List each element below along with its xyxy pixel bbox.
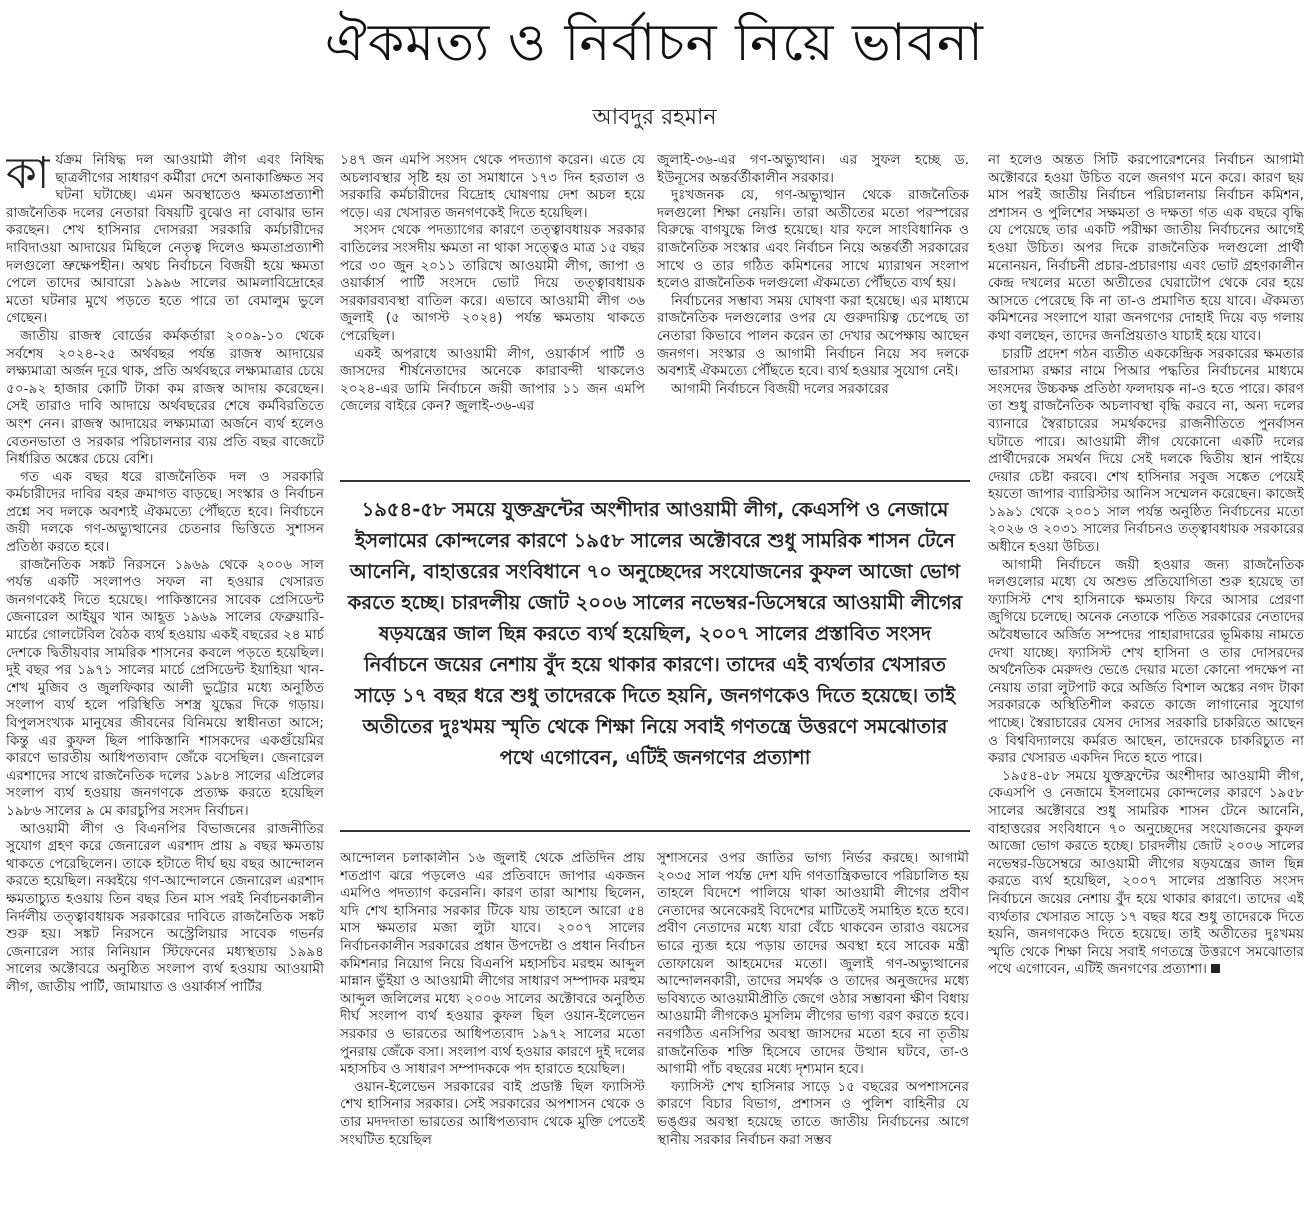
paragraph: রাজনৈতিক সঙ্কট নিরসনে ১৯৬৯ থেকে ২০০৬ সাল পর্যন্ত একটি সংলাপও সফল না হওয়ার খেসারত জনগণকেই দিতে হয়েছে। পাকিস্তানের সাবেক প্রেসিডেন্ট জেনারেল আইয়ুব খান আহূত ১৯৬৯ সালের ফেব্রুয়ারি-মার্চের গোলটেবিল বৈঠক ব্যর্থ হওয়ায় একই বছরের ২৪ মার্চ দেশকে দ্বিতীয়বার সামরিক শাসনের কবলে পড়তে হয়েছিল। দুই বছর পর ১৯৭১ সালের মার্চে প্রেসিডেন্ট ইয়াহিয়া খান-শেখ মুজিব ও জুলফিকার আলী ভুট্টোর মধ্যে অনুষ্ঠিত সংলাপ ব্যর্থ হলে পরিস্থিতি সশস্ত্র যুদ্ধের দিকে গড়ায়। বিপুলসংখ্যক মানুষের জীবনের বিনিময়ে স্বাধীনতা আসে; কিন্তু এর কুফল ছিল পাকিস্তানি শাসকদের একগুঁয়েমির কারণে ভারতীয় আধিপত্যবাদ জেঁকে বসেছিল। জেনারেল এরশাদের সাথে রাজনৈতিক দলের ১৯৮৪ সালের এপ্রিলের সংলাপ ব্যর্থ হওয়ায় জনগণকে প্রত্যক্ষ করতে হয়েছিল ১৯৮৬ সালের ৯ মে কারচুপির সংসদ নির্বাচন। (6, 556, 324, 819)
paragraph: না হলেও অন্তত সিটি করপোরেশনের নির্বাচন আগামী অক্টোবরে হওয়া উচিত বলে জনগণ মনে করে। কারণ ছয় মাস পরই জাতীয় নির্বাচন পরিচালনায় নির্বাচন কমিশন, প্রশাসন ও পুলিশের সক্ষমতা ও দক্ষতা গত এক বছরে বৃদ্ধি যে পেয়েছে তার একটি পরীক্ষা জাতীয় নির্বাচনের আগেই হওয়া উচিত। অপর দিকে রাজনৈতিক দলগুলো প্রার্থী মনোনয়ন, নির্বাচনী প্রচার-প্রচারণায় এবং ভোট গ্রহণকালীন কেন্দ্র দখলের মতো অতীতের ঘেরাটোপ থেকে বের হয়ে আসতে পেরেছে কি না তা-ও প্রমাণিত হয়ে যাবে। ঐকমত্য কমিশনের সংলাপে যারা জনগণের দোহাই দিয়ে বড় গলায় কথা বলছেন, তাদের জনপ্রিয়তাও যাচাই হয়ে যাবে। (988, 152, 1304, 344)
paragraph: সুশাসনের ওপর জাতির ভাগ্য নির্ভর করছে। আগামী ২০৩৫ সাল পর্যন্ত দেশ যদি গণতান্ত্রিকভাবে পরিচালিত হয় তাহলে বিদেশে পালিয়ে থাকা আওয়ামী লীগের প্রবীণ নেতাদের অনেকেরই বিদেশের মাটিতেই সমাহিত হতে হবে। প্রবীণ নেতাদের মধ্যে যারা বেঁচে থাকবেন তারাও বয়সের ভারে ন্যুব্জ হয়ে পড়ায় তাদের অবস্থা হবে সাবেক মন্ত্রী তোফায়েল আহমেদের মতো। জুলাই গণ-অভ্যুত্থানের আন্দোলনকারী, তাদের সমর্থক ও তাদের অনুজদের মধ্যে ভবিষ্যতে আওয়ামীপ্রীতি জেগে ওঠার সম্ভাবনা ক্ষীণ বিধায় আওয়ামী লীগকেও মুসলিম লীগের ভাগ্য বরণ করতে হবে। নবগঠিত এনসিপির অবস্থা জাসদের মতো হবে না তৃতীয় রাজনৈতিক শক্তি হিসেবে তাদের উত্থান ঘটবে, তা-ও আগামী পাঁচ বছরের মধ্যে দৃশ্যমান হবে। (657, 850, 969, 1078)
paragraph: নির্বাচনের সম্ভাব্য সময় ঘোষণা করা হয়েছে। এর মাধ্যমে রাজনৈতিক দলগুলোর ওপর যে গুরুদায়িত্ব চেপেছে তা নেতারা কিভাবে পালন করেন তা দেখার অপেক্ষায় আছেন জনগণ। সংস্কার ও আগামী নির্বাচন নিয়ে সব দলকে অবশ্যই ঐকমত্যে পৌঁছতে হবে। ব্যর্থ হওয়ার সুযোগ নেই। (657, 292, 969, 380)
paragraph: আওয়ামী লীগ ও বিএনপির বিভাজনের রাজনীতির সুযোগ গ্রহণ করে জেনারেল এরশাদ প্রায় ৯ বছর ক্ষমতায় থাকতে পেরেছিলেন। তাকে হটাতে দীর্ঘ ছয় বছর আন্দোলন করতে হয়েছিল। নব্বইয়ে গণ-আন্দোলনে জেনারেল এরশাদ ক্ষমতাচ্যুত হওয়ায় তিন বছর তিন মাস পরই নির্বাচনকালীন নির্দলীয় তত্ত্বাবধায়ক সরকারের দাবিতে রাজনৈতিক সঙ্কট শুরু হয়। সঙ্কট নিরসনে অস্ট্রেলিয়ার সাবেক গভর্নর জেনারেল স্যার নিনিয়ান স্টিফেনের মধ্যস্থতায় ১৯৯৪ সালের অক্টোবরে অনুষ্ঠিত সংলাপ ব্যর্থ হওয়ায় আওয়ামী লীগ, জাতীয় পার্টি, জামায়াত ও ওয়ার্কার্স পার্টির (6, 820, 324, 995)
paragraph: ওয়ান-ইলেভেন সরকারের বাই প্রডাক্ট ছিল ফ্যাসিস্ট শেখ হাসিনার সরকার। সেই সরকারের অপশাসন থেকে ও তার মদদদাতা ভারতের আধিপত্যবাদ থেকে মুক্তি পেতেই সংঘটিত হয়েছিল (340, 1078, 645, 1148)
paragraph (6, 152, 324, 328)
drop-cap: কা (6, 152, 50, 199)
paragraph-text: র্যক্রম নিষিদ্ধ দল আওয়ামী লীগ এবং নিষিদ্ধ ছাত্রলীগের সাধারণ কর্মীরা দেশে অনাকাঙ্ক্ষিত সব ঘটনা ঘটাচ্ছে। এমন অবস্থাতেও ক্ষমতাপ্রত্যাশী রাজনৈতিক দলের নেতারা বিষয়টি বুঝেও না বোঝার ভান করছেন। শেখ হাসিনার দোসররা সরকারি কর্মচারীদের দাবিদাওয়া আদায়ের মিছিলে নেতৃত্ব দিলেও ক্ষমতাপ্রত্যাশী দলগুলো ভ্রুক্ষেপহীন। অথচ নির্বাচনে বিজয়ী হয়ে ক্ষমতা পেলে তাদের আবারো ১৯৯৬ সালের আমলাবিদ্রোহের মতো ঘটনার মুখে পড়তে হতে পারে তা বেমালুম ভুলে গেছেন। (6, 152, 324, 327)
paragraph: আগামী নির্বাচনে জয়ী হওয়ার জন্য রাজনৈতিক দলগুলোর মধ্যে যে অশুভ প্রতিযোগিতা শুরু হয়েছে তা ফ্যাসিস্ট শেখ হাসিনাকে ক্ষমতায় ফিরে আসার প্রেরণা জুগিয়ে চলেছে। অনেক নেতাকে পতিত সরকারের নেতাদের অবৈধভাবে অর্জিত সম্পদের পাহারাদারের ভূমিকায় নামতে দেখা যাচ্ছে। ফ্যাসিস্ট শেখ হাসিনা ও তার দোসরদের অর্থনৈতিক মেরুদণ্ড ভেঙে দেয়ার মতো কোনো পদক্ষেপ না নেয়ায় তারা লুটপাট করে অর্জিত বিশাল অঙ্কের নগদ টাকা সরকারকে অস্থিতিশীল করতে কাজে লাগানোর সুযোগ পাচ্ছে। স্বৈরাচারের যেসব দোসর সরকারি চাকরিতে আছেন ও বিশ্ববিদ্যালয়ে কর্মরত আছেন, তাদেরকে চাকরিচ্যুত না করার খেসারত একদিন দিতে হতে পারে। (988, 556, 1304, 767)
pull-quote: ১৯৫৪-৫৮ সময়ে যুক্তফ্রন্টের অংশীদার আওয়ামী লীগ, কেএসপি ও নেজামে ইসলামের কোন্দলের কারণে ১৯৫৮ সালের অক্টোবরে শুধু সামরিক শাসন টেনে আনেনি, বাহাত্তরের সংবিধানে ৭০ অনুচ্ছেদের সংযোজনের কুফল আজো ভোগ করতে হচ্ছে। চারদলীয় জোট ২০০৬ সালের নভেম্বর-ডিসেম্বরে আওয়ামী লীগের ষড়যন্ত্রের জাল ছিন্ন করতে ব্যর্থ হয়েছিল, ২০০৭ সালের প্রস্তাবিত সংসদ নির্বাচনে জয়ের নেশায় বুঁদ হয়ে থাকার কারণে। তাদের এই ব্যর্থতার খেসারত সাড়ে ১৭ বছর ধরে শুধু তাদেরকে দিতে হয়নি, জনগণকেও দিতে হয়েছে। তাই অতীতের দুঃখময় স্মৃতি থেকে শিক্ষা নিয়ে সবাই গণতন্ত্রে উত্তরণে সমঝোতার পথে এগোবেন, এটিই জনগণের প্রত্যাশা (347, 498, 963, 769)
column-2-bottom (340, 850, 645, 1224)
column-3-bottom (657, 850, 969, 1224)
pull-quote-top-rule (340, 480, 970, 482)
paragraph: জুলাই-৩৬-এর গণ-অভ্যুত্থান। এর সুফল হচ্ছে ড. ইউনূসের অন্তর্বর্তীকালীন সরকার। (657, 152, 969, 186)
paragraph: ১৪৭ জন এমপি সংসদ থেকে পদত্যাগ করেন। এতে যে অচলাবস্থার সৃষ্টি হয় তা সমাধানে ১৭৩ দিন হরতাল ও সরকারি কর্মচারীদের বিদ্রোহ ঘোষণায় দেশ অচল হয়ে পড়ে। এর খেসারত জনগণকেই দিতে হয়েছিল। (340, 152, 645, 221)
paragraph: জাতীয় রাজস্ব বোর্ডের কর্মকর্তারা ২০০৯-১০ থেকে সর্বশেষ ২০২৪-২৫ অর্থবছর পর্যন্ত রাজস্ব আদায়ের লক্ষ্যমাত্রা অর্জন দূরে থাক, প্রতি অর্থবছরে লক্ষ্যমাত্রার চেয়ে ৫০-৯২ হাজার কোটি টাকা কম রাজস্ব আদায় করেছেন। সেই তারাও দাবি আদায়ে অর্থবছরের শেষে কর্মবিরতিতে অংশ নেন। রাজস্ব আদায়ের লক্ষ্যমাত্রা অর্জনে ব্যর্থ হলেও বেতনভাতা ও সরকার পরিচালনার ব্যয় প্রতি বছর বাজেটে নির্ধারিত অঙ্কের চেয়ে বেশি। (6, 327, 324, 468)
paragraph: একই অপরাধে আওয়ামী লীগ, ওয়ার্কার্স পার্টি ও জাসদের শীর্ষনেতাদের অনেকে কারাবন্দী থাকলেও ২০২৪-এর ডামি নির্বাচনে জয়ী জাপার ১১ জন এমপি জেলের বাইরে কেন? জুলাই-৩৬-এর (340, 345, 645, 415)
paragraph: চারটি প্রদেশ গঠন ব্যতীত এককেন্দ্রিক সরকারের ক্ষমতার ভারসাম্য রক্ষার নামে পিআর পদ্ধতির নির্বাচনের মাধ্যমে সংসদের উচ্চকক্ষ প্রতিষ্ঠা ফলদায়ক না-ও হতে পারে। কারণ তা শুধু রাজনৈতিক অচলাবস্থা বৃদ্ধি করবে না, অন্য দলের ব্যানারে স্বৈরাচারের সমর্থকদের রাজনীতিতে পুনর্বাসন ঘটাতে পারে। আওয়ামী লীগ যেকোনো একটি দলের প্রার্থীদেরকে সমর্থন দিয়ে সেই দলকে দ্বিতীয় স্থান পাইয়ে দেয়ার চেষ্টা করবে। শেখ হাসিনার সবুজ সঙ্কেত পেয়েই হয়তো জাপার ব্যারিস্টার আনিস সম্মেলন করেছেন। কাজেই ১৯৯১ থেকে ২০০১ সাল পর্যন্ত অনুষ্ঠিত নির্বাচনের মতো ২০২৬ ও ২০৩১ সালের নির্বাচনও তত্ত্বাবধায়ক সরকারের অধীনে হওয়া উচিত। (988, 345, 1304, 556)
end-mark-icon (1211, 964, 1220, 973)
paragraph: সংসদ থেকে পদত্যাগের কারণে তত্ত্বাবধায়ক সরকার বাতিলের সংসদীয় ক্ষমতা না থাকা সত্ত্বেও মাত্র ১৫ বছর পরে ৩০ জুন ২০১১ তারিখে আওয়ামী লীগ, জাপা ও ওয়ার্কার্স পার্টি সংসদে ভোট দিয়ে তত্ত্বাবধায়ক সরকারব্যবস্থা বাতিল করে। এভাবে আওয়ামী লীগ ৩৬ জুলাই (৫ আগস্ট ২০২৪) পর্যন্ত ক্ষমতায় থাকতে পেরেছিল। (340, 222, 645, 344)
paragraph: গত এক বছর ধরে রাজনৈতিক দল ও সরকারি কর্মচারীদের দাবির বহর ক্রমাগত বাড়ছে। সংস্কার ও নির্বাচন প্রশ্নে সব দলকে অবশ্যই ঐকমত্যে পৌঁছতে হবে। নির্বাচনে জয়ী দলকে গণ-অভ্যুত্থানের চেতনার ভিত্তিতে সুশাসন প্রতিষ্ঠা করতে হবে। (6, 468, 324, 556)
column-3-top (657, 152, 969, 460)
byline: আবদুর রহমান (592, 105, 717, 130)
column-2-top (340, 152, 645, 460)
paragraph: আন্দোলন চলাকালীন ১৬ জুলাই থেকে প্রতিদিন প্রায় শতপ্রাণ ঝরে পড়লেও এর প্রতিবাদে জাপার একজন এমপিও পদত্যাগ করেননি। কারণ তারা আশায় ছিলেন, যদি শেখ হাসিনার সরকার টিকে যায় তাহলে আরো ৫৪ মাস ক্ষমতার মজা লুটা যাবে। ২০০৭ সালের নির্বাচনকালীন সরকারের প্রধান উপদেষ্টা ও প্রধান নির্বাচন কমিশনার নিয়োগ নিয়ে বিএনপি মহাসচিব মরহুম আব্দুল মান্নান ভুঁইয়া ও আওয়ামী লীগের সাধারণ সম্পাদক মরহুম আব্দুল জলিলের মধ্যে ২০০৬ সালের অক্টোবরে অনুষ্ঠিত দীর্ঘ সংলাপ ব্যর্থ হওয়ার কুফল ছিল ওয়ান-ইলেভেন সরকার ও ভারতের আধিপত্যবাদ ১৯৭২ সালের মতো পুনরায় জেঁকে বসা। সংলাপ ব্যর্থ হওয়ার কারণে দুই দলের মহাসচিব ও সাধারণ সম্পাদককে পদ হারাতে হয়েছিল। (340, 850, 645, 1078)
paragraph-text: ১৯৫৪-৫৮ সময়ে যুক্তফ্রন্টের অংশীদার আওয়ামী লীগ, কেএসপি ও নেজামে ইসলামের কোন্দলের কারণে ১৯৫৮ সালের অক্টোবরে শুধু সামরিক শাসন টেনে আনেনি, বাহাত্তরের সংবিধানে ৭০ অনুচ্ছেদের সংযোজনের কুফল আজো ভোগ করতে হচ্ছে। চারদলীয় জোট ২০০৬ সালের নভেম্বর-ডিসেম্বরে আওয়ামী লীগের ষড়যন্ত্রের জাল ছিন্ন করতে ব্যর্থ হয়েছিল, ২০০৭ সালের প্রস্তাবিত সংসদ নির্বাচনে জয়ের নেশায় বুঁদ হয়ে থাকার কারণে। তাদের এই ব্যর্থতার খেসারত সাড়ে ১৭ বছর ধরে শুধু তাদেরকে দিতে হয়নি, জনগণকেও দিতে হয়েছে। তাই অতীতের দুঃখময় স্মৃতি থেকে শিক্ষা নিয়ে সবাই গণতন্ত্রে উত্তরণে সমঝোতার পথে এগোবেন, এটিই জনগণের প্রত্যাশা। (988, 767, 1304, 978)
paragraph: ফ্যাসিস্ট শেখ হাসিনার সাড়ে ১৫ বছরের অপশাসনের কারণে বিচার বিভাগ, প্রশাসন ও পুলিশ বাহিনীর যে ভঙ্গুর অবস্থা হয়েছে তাতে জাতীয় নির্বাচনের আগে স্থানীয় সরকার নির্বাচন করা সম্ভব (657, 1078, 969, 1148)
paragraph: আগামী নির্বাচনে বিজয়ী দলের সরকারের (671, 380, 889, 397)
column-4 (988, 152, 1304, 1224)
column-1 (6, 152, 324, 1224)
headline: ঐকমত্য ও নির্বাচন নিয়ে ভাবনা (325, 13, 984, 73)
paragraph: দুঃখজনক যে, গণ-অভ্যুত্থান থেকে রাজনৈতিক দলগুলো শিক্ষা নেয়নি। তারা অতীতের মতো পরস্পরের বিরুদ্ধে বাগযুদ্ধে লিপ্ত হয়েছে। যার ফলে সাংবিধানিক ও রাজনৈতিক সংস্কার এবং নির্বাচন নিয়ে অন্তর্বর্তী সরকারের সাথে ও তার গঠিত কমিশনের সাথে ম্যারাথন সংলাপ হলেও রাজনৈতিক দলগুলো ঐকমত্যে পৌঁছতে ব্যর্থ হয়। (657, 187, 969, 292)
pull-quote-bottom-rule (340, 830, 970, 832)
paragraph (988, 768, 1304, 979)
